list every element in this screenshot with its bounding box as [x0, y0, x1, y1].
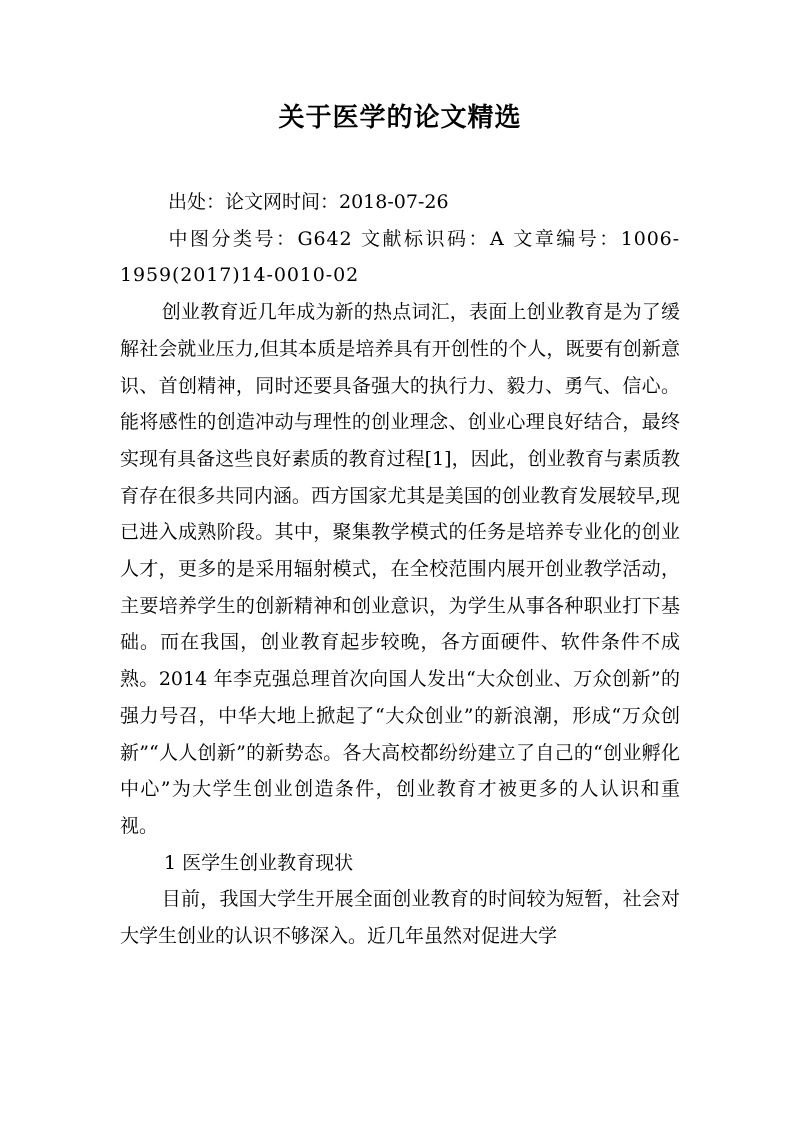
paragraph-intro: 创业教育近几年成为新的热点词汇，表面上创业教育是为了缓解社会就业压力,但其本质是培养具有开创性的个人，既要有创新意识、首创精神，同时还要具备强大的执行力、毅力、勇气、信心。能将感性的创造冲动与理性的创业理念、创业心理良好结合，最终实现有具备这些良好素质的教育过程[1]，因此，创业教育与素质教育存在很多共同内涵。西方国家尤其是美国的创业教育发展较早,现已进入成熟阶段。其中，聚集教学模式的任务是培养专业化的创业人才，更多的是采用辐射模式，在全校范围内展开创业教学活动，主要培养学生的创新精神和创业意识，为学生从事各种职业打下基础。而在我国，创业教育起步较晚，各方面硬件、软件条件不成熟。2014 年李克强总理首次向国人发出“大众创业、万众创新”的强力号召，中华大地上掀起了“大众创业”的新浪潮，形成“万众创新”“人人创新”的新势态。各大高校都纷纷建立了自己的“创业孵化中心”为大学生创业创造条件，创业教育才被更多的人认识和重视。: [120, 301, 680, 837]
page-title: 关于医学的论文精选: [278, 103, 522, 133]
section-heading: 1 医学生创业教育现状: [164, 851, 354, 874]
classification-line: 中图分类号：G642 文献标识码：A 文章编号：1006-1959(2017)14-0010-02: [120, 227, 680, 287]
document-body: [120, 184, 680, 955]
source-line: 出处：论文网时间：2018-07-26: [168, 191, 449, 213]
paragraph-current-status: 目前，我国大学生开展全面创业教育的时间较为短暂，社会对大学生创业的认识不够深入。近几年虽然对促进大学: [120, 888, 680, 948]
